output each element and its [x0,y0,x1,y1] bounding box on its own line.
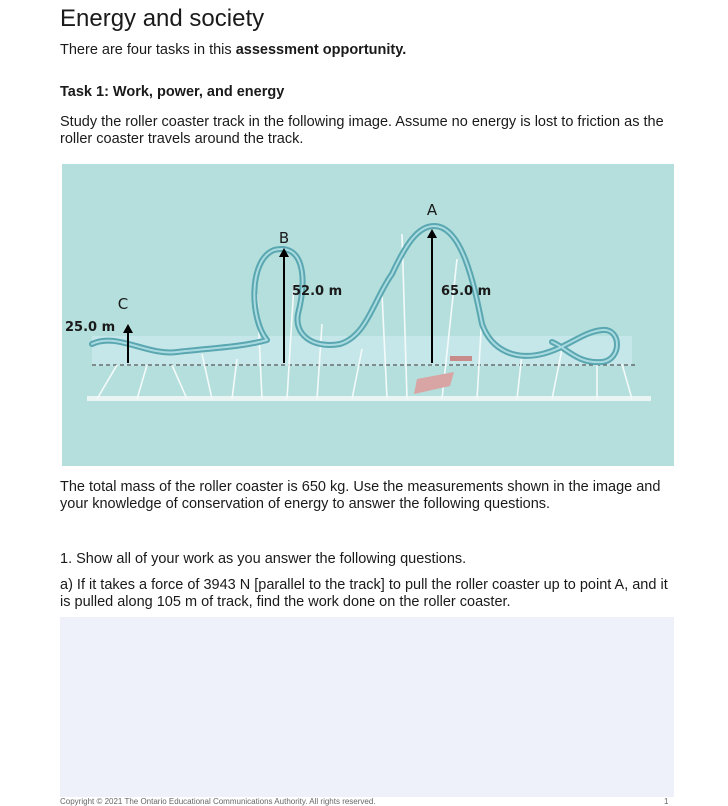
page-number: 1 [664,797,669,806]
height-label-b: 52.0 m [292,284,343,299]
intro-prefix: There are four tasks in this [60,42,236,58]
station-stairs [414,372,454,394]
footer-copyright: Copyright © 2021 The Ontario Educational Communications Authority. All rights reserved. [60,797,376,806]
roller-coaster-diagram [62,164,674,466]
roller-coaster-figure [62,164,674,466]
label-b: B [278,229,290,247]
height-label-c: 25.0 m [65,320,116,335]
task-heading: Task 1: Work, power, and energy [60,84,285,100]
page-title: Energy and society [60,5,265,32]
question1-intro: 1. Show all of your work as you answer the following questions. [60,551,467,567]
label-c: C [117,295,129,313]
height-label-a: 65.0 m [441,284,492,299]
question1-part-a: a) If it takes a force of 3943 N [parallel to the track] to pull the roller coaster up to point A, and it is pulled along 105 m of track, find the work done on the roller coaster. [60,577,668,610]
answer-box[interactable] [60,617,674,797]
study-paragraph: Study the roller coaster track in the following image. Assume no energy is lost to friction as the roller coaster travels around the track. [60,114,664,147]
intro-text [60,42,406,58]
intro-bold: assessment opportunity. [235,42,407,58]
coaster-train [450,356,472,361]
label-a: A [426,201,438,219]
support-posts [97,234,632,399]
ground [87,396,651,401]
mass-paragraph: The total mass of the roller coaster is 650 kg. Use the measurements shown in the image and your knowledge of conservation of energy to answer the following questions. [60,479,661,512]
